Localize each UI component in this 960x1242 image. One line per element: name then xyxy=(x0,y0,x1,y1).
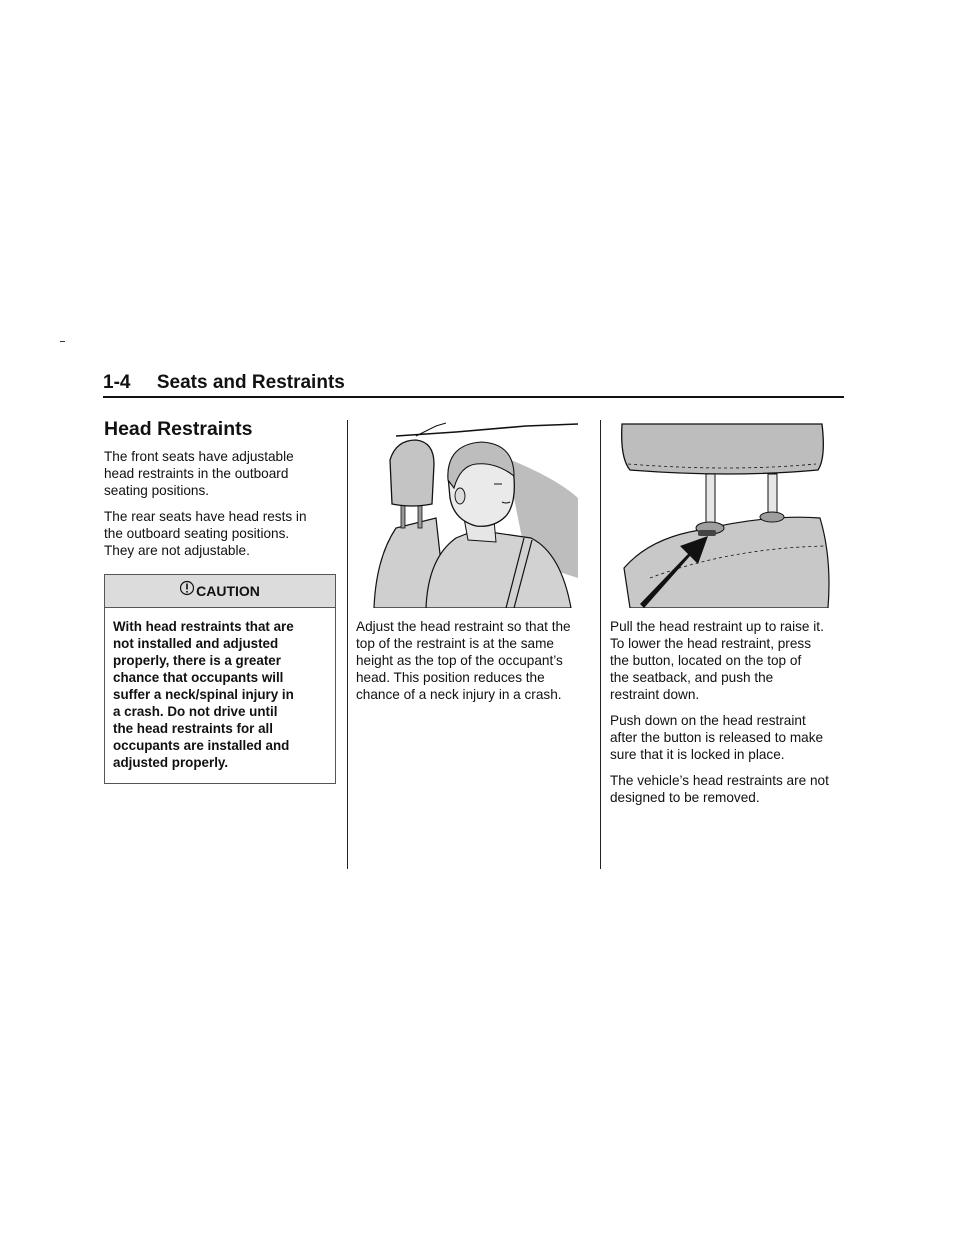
paragraph-rear-seats: The rear seats have head rests in the outboard seating positions. They are not adjustable. xyxy=(104,509,307,558)
column-divider-1 xyxy=(347,420,348,869)
paragraph-not-removable: The vehicle’s head restraints are not designed to be removed. xyxy=(610,773,829,805)
column-1 xyxy=(104,418,336,784)
paragraph-adjust: Adjust the head restraint so that the top of the restraint is at the same height as the top of the occupant’s head. This position reduces the chance of a neck injury in a crash. xyxy=(356,619,571,702)
caution-label: CAUTION xyxy=(196,583,260,599)
illustration-release-button xyxy=(610,418,842,608)
header-rule xyxy=(103,396,844,398)
caution-text: With head restraints that are not installed and adjusted properly, there is a greater chance that occupants will suffer a neck/spinal injury in a crash. Do not drive until the head restraints for all occupants are installed and adjusted properly. xyxy=(113,619,294,770)
corner-crop-mark xyxy=(60,341,65,342)
section-heading: Head Restraints xyxy=(104,418,253,440)
section-title-header: Seats and Restraints xyxy=(156,372,345,393)
caution-box xyxy=(104,574,336,784)
column-divider-2 xyxy=(600,420,601,869)
paragraph-front-seats: The front seats have adjustable head restraints in the outboard seating positions. xyxy=(104,449,294,498)
column-3 xyxy=(610,418,842,815)
caution-header xyxy=(105,575,335,608)
illustration-head-restraint-occupant xyxy=(356,418,588,608)
paragraph-push-down: Push down on the head restraint after the button is released to make sure that it is locked in place. xyxy=(610,713,824,762)
page-header xyxy=(103,371,843,395)
warning-exclamation-icon xyxy=(180,580,194,596)
column-2 xyxy=(356,418,588,712)
page-number: 1-4 xyxy=(103,372,131,393)
paragraph-pull-restraint: Pull the head restraint up to raise it. To lower the head restraint, press the button, located on the top of the seatback, and push the restraint down. xyxy=(610,619,824,702)
